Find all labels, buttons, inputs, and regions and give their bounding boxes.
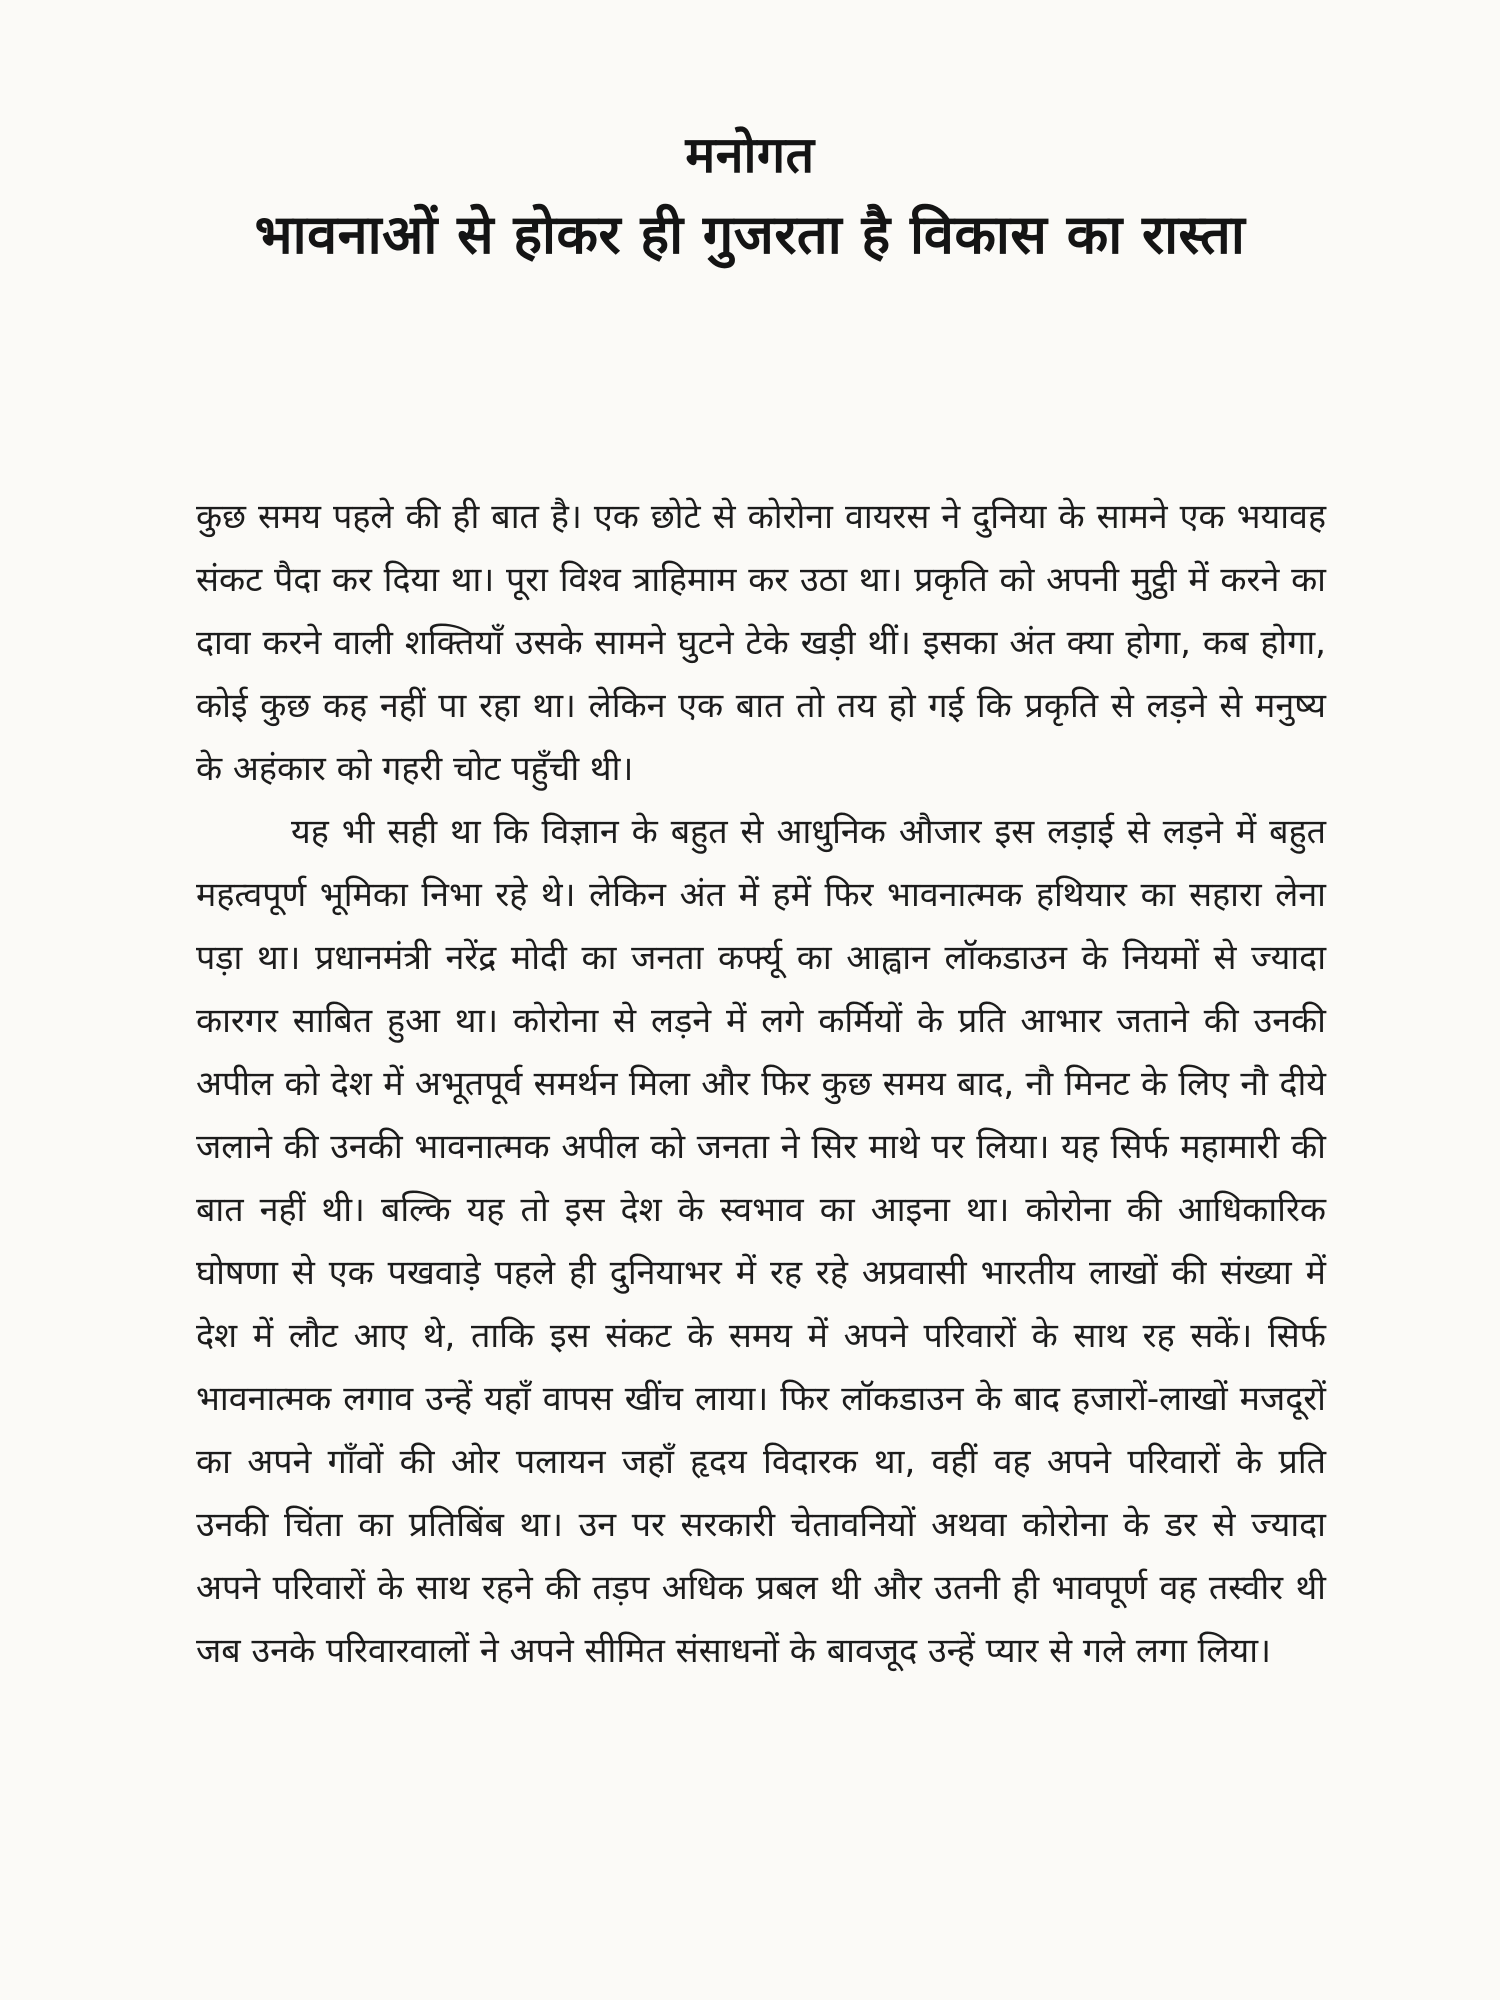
- paragraph-2: यह भी सही था कि विज्ञान के बहुत से आधुनिक औजार इस लड़ाई से लड़ने में बहुत महत्वपूर्ण भूमिका निभा रहे थे। लेकिन अंत में हमें फिर भावनात्मक हथियार का सहारा लेना पड़ा था। प्रधानमंत्री नरेंद्र मोदी का जनता कर्फ्यू का आह्वान लॉकडाउन के नियमों से ज्यादा कारगर साबित हुआ था। कोरोना से लड़ने में लगे कर्मियों के प्रति आभार जताने की उनकी अपील को देश में अभूतपूर्व समर्थन मिला और फिर कुछ समय बाद, नौ मिनट के लिए नौ दीये जलाने की उनकी भावनात्मक अपील को जनता ने सिर माथे पर लिया। यह सिर्फ महामारी की बात नहीं थी। बल्कि यह तो इस देश के स्वभाव का आइना था। कोरोना की आधिकारिक घोषणा से एक पखवाड़े पहले ही दुनियाभर में रह रहे अप्रवासी भारतीय लाखों की संख्या में देश में लौट आए थे, ताकि इस संकट के समय में अपने परिवारों के साथ रह सकें। सिर्फ भावनात्मक लगाव उन्हें यहाँ वापस खींच लाया। फिर लॉकडाउन के बाद हजारों-लाखों मजदूरों का अपने गाँवों की ओर पलायन जहाँ हृदय विदारक था, वहीं वह अपने परिवारों के प्रति उनकी चिंता का प्रतिबिंब था। उन पर सरकारी चेतावनियों अथवा कोरोना के डर से ज्यादा अपने परिवारों के साथ रहने की तड़प अधिक प्रबल थी और उतनी ही भावपूर्ण वह तस्वीर थी जब उनके परिवारवालों ने अपने सीमित संसाधनों के बावजूद उन्हें प्यार से गले लगा लिया।: [196, 812, 1326, 1671]
- section-kicker: मनोगत: [685, 126, 815, 184]
- article-body: [196, 486, 1326, 1683]
- title-block: [150, 118, 1350, 278]
- paragraph-1: कुछ समय पहले की ही बात है। एक छोटे से कोरोना वायरस ने दुनिया के सामने एक भयावह संकट पैदा कर दिया था। पूरा विश्व त्राहिमाम कर उठा था। प्रकृति को अपनी मुट्ठी में करने का दावा करने वाली शक्तियाँ उसके सामने घुटने टेके खड़ी थीं। इसका अंत क्या होगा, कब होगा, कोई कुछ कह नहीं पा रहा था। लेकिन एक बात तो तय हो गई कि प्रकृति से लड़ने से मनुष्य के अहंकार को गहरी चोट पहुँची थी।: [196, 497, 1326, 789]
- page-title: भावनाओं से होकर ही गुजरता है विकास का रास्ता: [254, 203, 1246, 266]
